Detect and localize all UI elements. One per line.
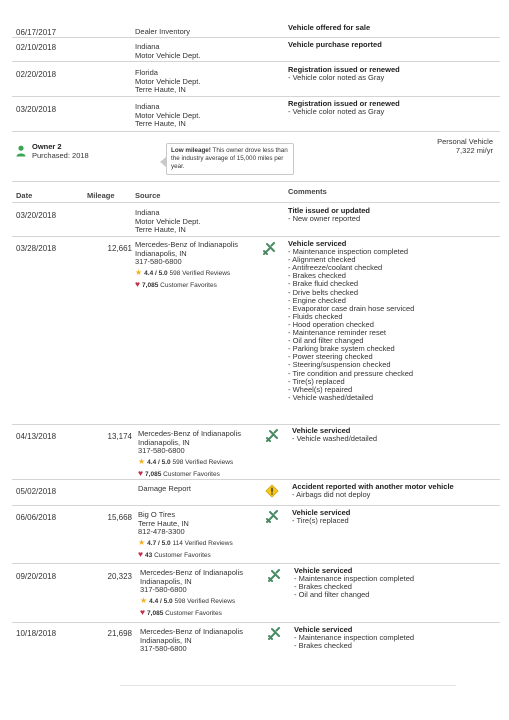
record-comments: Vehicle serviced - Maintenance inspection completed - Alignment checked - Antifreeze/coolant checked - Brakes checked - Brake fluid checked - Drive belts checked - Engine checked - Evaporator case drain hose serviced - Fluids checked - Hood operation checked - Maintenance reminder reset - Oil and filter changed - Parking brake system checked - Power steering checked - Steering/suspension checked - Tire condition and pressure checked - Tire(s) replaced - Wheel(s) repaired - Vehicle washed/detailed (288, 239, 415, 402)
row-divider (12, 236, 500, 237)
comment-title: Vehicle serviced (294, 625, 353, 634)
comment-title: Registration issued or renewed (288, 65, 400, 74)
row-divider (12, 424, 500, 425)
page-edge-line (120, 685, 456, 686)
owner-purchased: Purchased: 2018 (32, 151, 89, 160)
miles-per-year: 7,322 mi/yr (455, 146, 493, 155)
column-header-comments: Comments (288, 187, 327, 196)
record-source: Damage Report (138, 484, 191, 493)
owner-summary (32, 142, 89, 160)
record-comments: Vehicle serviced - Maintenance inspection completed - Brakes checked - Oil and filter changed (294, 566, 415, 600)
record-date: 05/02/2018 (16, 487, 57, 496)
row-divider (12, 479, 500, 480)
heart-icon: ♥ (138, 549, 144, 560)
record-date: 02/10/2018 (16, 43, 57, 52)
record-source: Indiana Motor Vehicle Dept. Terre Haute, IN (135, 102, 201, 129)
star-icon: ★ (135, 267, 143, 277)
comment-title: Vehicle purchase reported (288, 40, 382, 49)
record-date: 10/18/2018 (16, 629, 57, 638)
record-comments: Vehicle serviced - Vehicle washed/detailed (292, 426, 378, 444)
dealer-rating: ★ 4.4 / 5.0 598 Verified Reviews (138, 456, 234, 466)
record-date: 03/20/2018 (16, 211, 57, 220)
owner-label: Owner 2 (32, 142, 62, 151)
column-header-source: Source (135, 191, 161, 200)
column-header-mileage: Mileage (87, 191, 115, 200)
history-row (12, 623, 500, 652)
record-comments: Registration issued or renewed - Vehicle color noted as Gray (288, 99, 400, 117)
record-date: 06/06/2018 (16, 513, 57, 522)
comment-title: Vehicle serviced (292, 508, 351, 517)
record-comments (288, 41, 382, 49)
low-mileage-tooltip: Low mileage! This owner drove less than the industry average of 15,000 miles per year. (166, 143, 294, 175)
row-divider (12, 61, 500, 62)
record-mileage: 13,174 (107, 432, 132, 441)
row-divider (12, 563, 500, 564)
person-icon (16, 144, 26, 156)
record-date: 03/28/2018 (16, 244, 57, 253)
record-source: Mercedes-Benz of Indianapolis Indianapolis, IN 317-580-6800 ★ 4.4 / 5.0 598 Verified Reviews ♥ 7,085 Customer Favorites (138, 429, 241, 479)
section-divider (12, 181, 500, 182)
record-source: Mercedes-Benz of Indianapolis Indianapolis, IN 317-580-6800 (140, 627, 243, 652)
comment-title: Accident reported with another motor vehicle (292, 482, 454, 491)
comment-title: Title issued or updated (288, 206, 370, 215)
row-divider (12, 505, 500, 506)
header-divider (12, 202, 500, 203)
heart-icon: ♥ (138, 468, 144, 479)
comment-title: Vehicle offered for sale (288, 23, 371, 32)
record-comments: Accident reported with another motor vehicle - Airbags did not deploy (292, 482, 454, 500)
record-date: 09/20/2018 (16, 572, 57, 581)
dealer-rating: ★ 4.4 / 5.0 598 Verified Reviews (135, 267, 231, 277)
record-source: Dealer Inventory (135, 27, 191, 36)
customer-favorites: ♥ 7,085 Customer Favorites (140, 607, 222, 618)
star-icon: ★ (140, 595, 148, 605)
record-source: Florida Motor Vehicle Dept. Terre Haute, IN (135, 68, 201, 95)
record-comments: Vehicle serviced - Maintenance inspection completed - Brakes checked (294, 625, 415, 651)
vehicle-type: Personal Vehicle (437, 137, 493, 146)
owner-vehicle-usage (437, 137, 493, 155)
record-mileage: 15,668 (107, 513, 132, 522)
record-source: Mercedes-Benz of Indianapolis Indianapolis, IN 317-580-6800 ★ 4.4 / 5.0 598 Verified Reviews ♥ 7,085 Customer Favorites (135, 240, 238, 290)
wrench-icon (262, 242, 276, 256)
record-date: 02/20/2018 (16, 70, 57, 79)
row-divider (12, 37, 500, 38)
dealer-rating: ★ 4.7 / 5.0 114 Verified Reviews (138, 537, 233, 547)
record-comments: Registration issued or renewed - Vehicle color noted as Gray (288, 65, 400, 83)
record-source: Mercedes-Benz of Indianapolis Indianapolis, IN 317-580-6800 ★ 4.4 / 5.0 598 Verified Reviews ♥ 7,085 Customer Favorites (140, 568, 243, 618)
record-source: Indiana Motor Vehicle Dept. (135, 42, 201, 60)
record-source: Indiana Motor Vehicle Dept. Terre Haute, IN (135, 208, 201, 235)
record-mileage: 20,323 (107, 572, 132, 581)
record-date: 06/17/2017 (16, 28, 57, 37)
star-icon: ★ (138, 537, 146, 547)
record-source: Big O Tires Terre Haute, IN 812-478-3300 ★ 4.7 / 5.0 114 Verified Reviews ♥ 43 Customer Favorites (138, 510, 233, 560)
record-comments (288, 24, 370, 32)
heart-icon: ♥ (140, 607, 146, 618)
wrench-icon (265, 510, 279, 524)
record-comments: Title issued or updated - New owner reported (288, 206, 370, 224)
comment-title: Vehicle serviced (294, 566, 353, 575)
heart-icon: ♥ (135, 279, 141, 290)
row-divider (12, 96, 500, 97)
customer-favorites: ♥ 7,085 Customer Favorites (135, 279, 217, 290)
wrench-icon (267, 569, 281, 583)
record-mileage: 12,661 (107, 244, 132, 253)
dealer-rating: ★ 4.4 / 5.0 598 Verified Reviews (140, 595, 236, 605)
wrench-icon (265, 429, 279, 443)
customer-favorites: ♥ 7,085 Customer Favorites (138, 468, 220, 479)
warning-icon (265, 484, 279, 498)
star-icon: ★ (138, 456, 146, 466)
record-comments: Vehicle serviced - Tire(s) replaced (292, 508, 351, 526)
wrench-icon (267, 627, 281, 641)
record-date: 03/20/2018 (16, 105, 57, 114)
record-date: 04/13/2018 (16, 432, 57, 441)
column-header-date: Date (16, 191, 33, 200)
customer-favorites: ♥ 43 Customer Favorites (138, 549, 211, 560)
comment-title: Vehicle serviced (288, 239, 347, 248)
section-divider (12, 131, 500, 132)
record-mileage: 21,698 (107, 629, 132, 638)
comment-title: Registration issued or renewed (288, 99, 400, 108)
comment-title: Vehicle serviced (292, 426, 351, 435)
